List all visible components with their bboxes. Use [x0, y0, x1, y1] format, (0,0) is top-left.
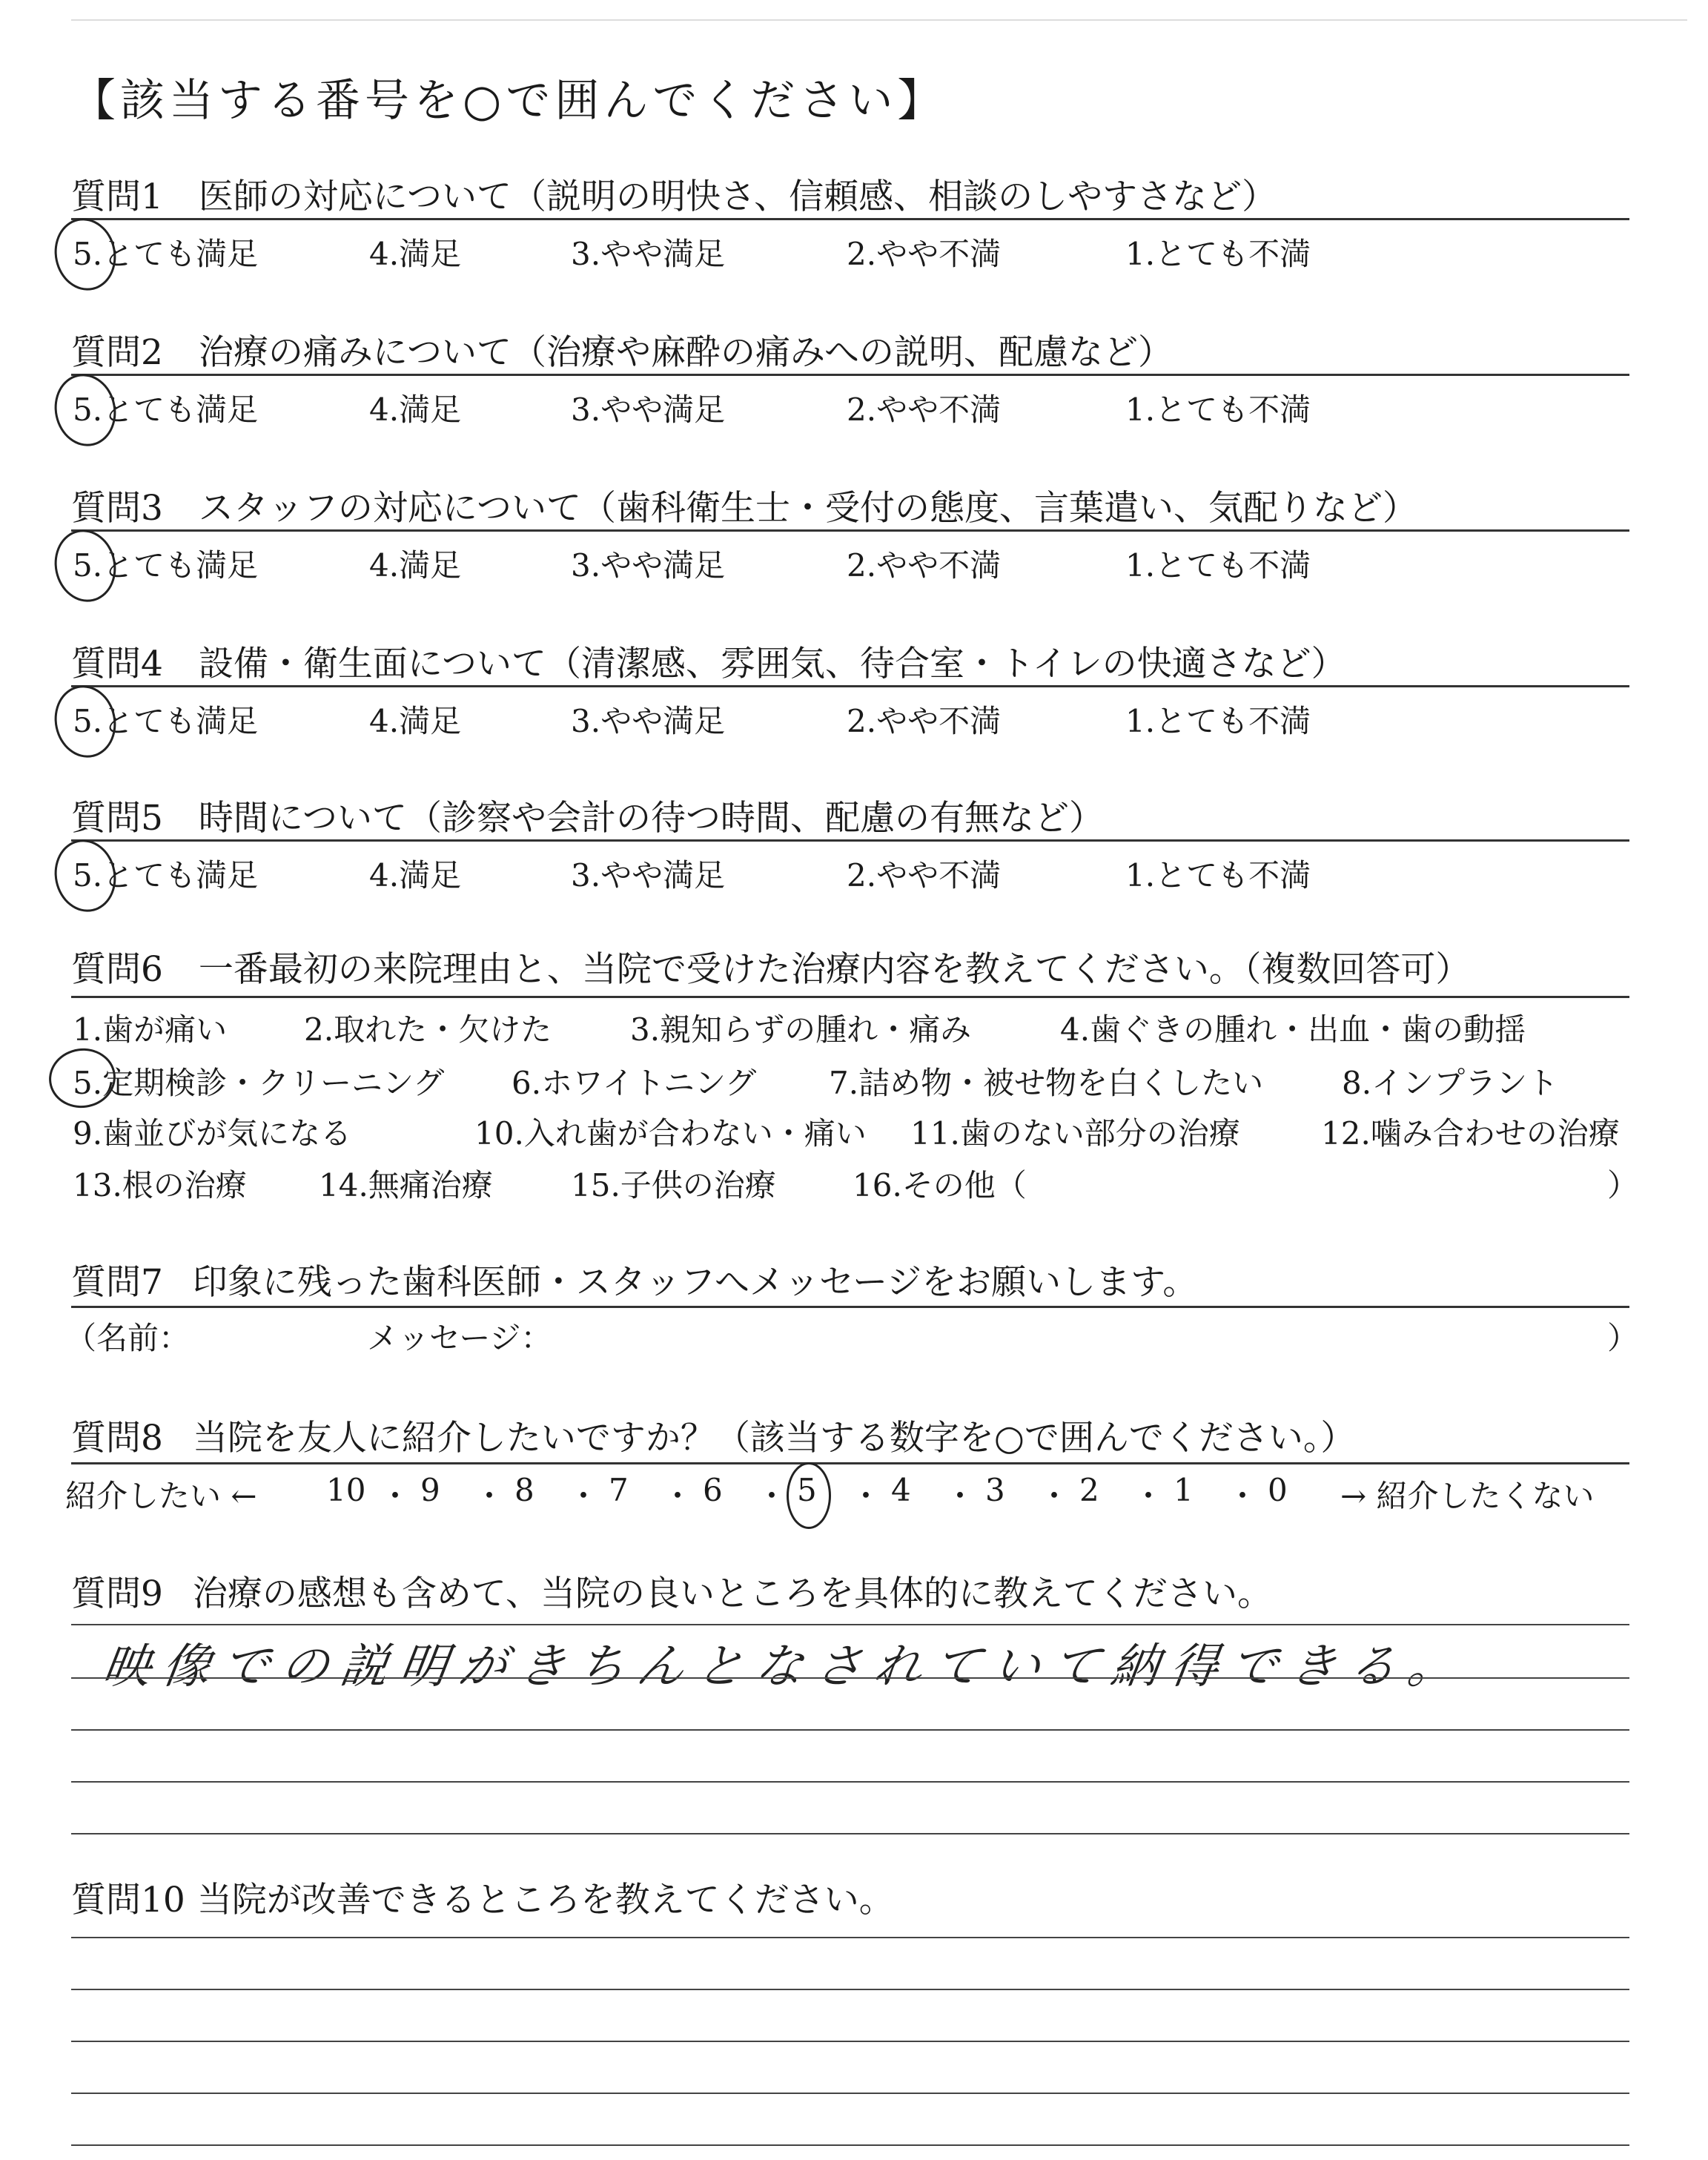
q3-heading: [71, 480, 1628, 530]
q6-option[interactable]: 16.その他（: [853, 1167, 1027, 1203]
q2-text: 治療の痛みについて（治療や麻酔の痛みへの説明、配慮など）: [198, 332, 1174, 373]
q2-option-1[interactable]: 1.とても不満: [1125, 392, 1311, 428]
q8-scale-6[interactable]: 6: [703, 1472, 723, 1508]
q2-option-4[interactable]: 4.満足: [369, 392, 462, 428]
q8-scale-3[interactable]: 3: [985, 1472, 1005, 1508]
q5-option-2[interactable]: 2.やや不満: [847, 857, 1002, 894]
q6-close-paren: ）: [1607, 1167, 1639, 1203]
q5-rule: [71, 839, 1629, 842]
q6-option[interactable]: 9.歯並びが気になる: [73, 1115, 352, 1152]
q8-scale-10[interactable]: 10: [326, 1472, 366, 1508]
q4-selected-circle: [48, 680, 123, 764]
q3-label: 質問3: [71, 488, 163, 529]
q9-text: 治療の感想も含めて、当院の良いところを具体的に教えてください。: [192, 1573, 1272, 1614]
q8-separator-dot: ・: [1133, 1478, 1165, 1514]
q7-rule: [71, 1306, 1629, 1308]
q4-label: 質問4: [71, 644, 163, 684]
q3-option-3[interactable]: 3.やや満足: [571, 547, 726, 584]
q10-label: 質問10: [71, 1880, 185, 1920]
q8-scale-1[interactable]: 1: [1174, 1472, 1194, 1508]
q2-option-3[interactable]: 3.やや満足: [571, 392, 726, 428]
q8-separator-dot: ・: [380, 1478, 411, 1514]
q1-option-5[interactable]: 5.とても満足: [73, 236, 259, 272]
q8-scale-5[interactable]: 5: [797, 1472, 817, 1508]
q6-text: 一番最初の来院理由と、当院で受けた治療内容を教えてください。（複数回答可）: [198, 949, 1471, 990]
q5-option-3[interactable]: 3.やや満足: [571, 857, 726, 894]
q6-option[interactable]: 5.定期検診・クリーニング: [73, 1065, 445, 1101]
q8-scale-4[interactable]: 4: [891, 1472, 911, 1508]
q9-line-5: [71, 1833, 1629, 1834]
q7-text: 印象に残った歯科医師・スタッフへメッセージをお願いします。: [192, 1262, 1198, 1303]
q8-separator-dot: ・: [756, 1478, 788, 1514]
q9-line-4: [71, 1781, 1629, 1783]
q5-label: 質問5: [71, 798, 163, 839]
q8-separator-dot: ・: [474, 1478, 506, 1514]
q10-line-1: [71, 1937, 1629, 1938]
q8-right-label: → 紹介したくない: [1340, 1478, 1595, 1514]
q4-rule: [71, 685, 1629, 687]
q1-label: 質問1: [71, 176, 163, 217]
q10-line-4: [71, 2093, 1629, 2094]
q5-option-4[interactable]: 4.満足: [369, 857, 462, 894]
q6-option[interactable]: 2.取れた・欠けた: [304, 1011, 552, 1048]
q6-option[interactable]: 4.歯ぐきの腫れ・出血・歯の動揺: [1060, 1011, 1526, 1048]
q2-label: 質問2: [71, 332, 163, 373]
top-edge-line: [71, 19, 1687, 21]
q6-option[interactable]: 1.歯が痛い: [73, 1011, 228, 1048]
q4-option-3[interactable]: 3.やや満足: [571, 703, 726, 739]
q1-text: 医師の対応について（説明の明快さ、信頼感、相談のしやすさなど）: [198, 176, 1277, 217]
q4-heading: [71, 636, 1628, 686]
q7-label: 質問7: [71, 1262, 163, 1303]
q3-option-5[interactable]: 5.とても満足: [73, 547, 259, 584]
q5-selected-circle: [48, 834, 123, 918]
q3-option-1[interactable]: 1.とても不満: [1125, 547, 1311, 584]
q10-line-2: [71, 1989, 1629, 1990]
q9-line-2: [71, 1677, 1629, 1679]
q2-selected-circle: [48, 369, 123, 452]
q5-option-1[interactable]: 1.とても不満: [1125, 857, 1311, 894]
q6-option[interactable]: 8.インプラント: [1342, 1065, 1559, 1101]
q7-message-label: メッセージ：: [367, 1320, 552, 1356]
q3-text: スタッフの対応について（歯科衛生士・受付の態度、言葉遣い、気配りなど）: [198, 488, 1417, 529]
q8-separator-dot: ・: [568, 1478, 600, 1514]
q7-close-paren: ）: [1607, 1320, 1639, 1356]
q8-heading: [71, 1410, 1628, 1460]
q2-option-5[interactable]: 5.とても満足: [73, 392, 259, 428]
q3-rule: [71, 529, 1629, 532]
q6-option[interactable]: 11.歯のない部分の治療: [910, 1115, 1240, 1152]
q6-option[interactable]: 6.ホワイトニング: [512, 1065, 757, 1101]
q8-left-label: 紹介したい ←: [65, 1478, 257, 1514]
q8-text: 当院を友人に紹介したいですか？（該当する数字を○で囲んでください。）: [192, 1418, 1356, 1459]
q4-option-4[interactable]: 4.満足: [369, 703, 462, 739]
q8-scale-2[interactable]: 2: [1079, 1472, 1099, 1508]
q6-option[interactable]: 7.詰め物・被せ物を白くしたい: [829, 1065, 1264, 1101]
q4-option-1[interactable]: 1.とても不満: [1125, 703, 1311, 739]
q5-heading: [71, 790, 1628, 840]
q6-heading: [71, 942, 1628, 991]
q1-option-3[interactable]: 3.やや満足: [571, 236, 726, 272]
q9-handwritten-answer: 映像での説明がきちんとなされていて納得できる。: [99, 1639, 1472, 1694]
q2-option-2[interactable]: 2.やや不満: [847, 392, 1002, 428]
q8-scale-0[interactable]: 0: [1268, 1472, 1288, 1508]
q7-name-label: （名前：: [65, 1320, 191, 1356]
q10-text: 当院が改善できるところを教えてください。: [196, 1880, 894, 1920]
q8-separator-dot: ・: [1227, 1478, 1259, 1514]
q8-label: 質問8: [71, 1418, 163, 1459]
q8-separator-dot: ・: [944, 1478, 976, 1514]
q1-heading: [71, 169, 1628, 219]
q5-text: 時間について（診察や会計の待つ時間、配慮の有無など）: [198, 798, 1104, 839]
q6-rule: [71, 996, 1629, 998]
q8-scale-7[interactable]: 7: [609, 1472, 629, 1508]
q1-option-4[interactable]: 4.満足: [369, 236, 462, 272]
q9-label: 質問9: [71, 1573, 163, 1614]
q8-separator-dot: ・: [1039, 1478, 1070, 1514]
q1-option-1[interactable]: 1.とても不満: [1125, 236, 1311, 272]
q9-line-1: [71, 1624, 1629, 1625]
q8-scale-8[interactable]: 8: [514, 1472, 534, 1508]
q5-option-5[interactable]: 5.とても満足: [73, 857, 259, 894]
q3-selected-circle: [48, 524, 123, 608]
q3-option-2[interactable]: 2.やや不満: [847, 547, 1002, 584]
q6-option[interactable]: 13.根の治療: [73, 1167, 247, 1203]
q8-rule: [71, 1462, 1629, 1464]
q8-separator-dot: ・: [850, 1478, 882, 1514]
q1-selected-circle: [48, 213, 123, 297]
q4-option-2[interactable]: 2.やや不満: [847, 703, 1002, 739]
q3-option-4[interactable]: 4.満足: [369, 547, 462, 584]
q10-line-3: [71, 2041, 1629, 2042]
q4-text: 設備・衛生面について（清潔感、雰囲気、待合室・トイレの快適さなど）: [198, 644, 1346, 684]
q8-selected-circle: [787, 1462, 831, 1529]
q1-option-2[interactable]: 2.やや不満: [847, 236, 1002, 272]
q10-heading: [71, 1872, 1628, 1922]
q10-line-5: [71, 2144, 1629, 2146]
q8-scale-9[interactable]: 9: [420, 1472, 440, 1508]
q9-line-3: [71, 1729, 1629, 1731]
q7-heading: [71, 1255, 1628, 1304]
q4-option-5[interactable]: 5.とても満足: [73, 703, 259, 739]
q8-separator-dot: ・: [662, 1478, 694, 1514]
page-title: 【該当する番号を○で囲んでください】: [71, 75, 947, 127]
q6-option[interactable]: 10.入れ歯が合わない・痛い: [474, 1115, 867, 1152]
q2-heading: [71, 325, 1628, 374]
q2-rule: [71, 374, 1629, 376]
q6-option[interactable]: 15.子供の治療: [571, 1167, 776, 1203]
q6-option[interactable]: 3.親知らずの腫れ・痛み: [630, 1011, 972, 1048]
q6-option[interactable]: 14.無痛治療: [319, 1167, 493, 1203]
q1-rule: [71, 218, 1629, 220]
q6-option[interactable]: 12.噛み合わせの治療: [1321, 1115, 1620, 1152]
q9-heading: [71, 1566, 1628, 1616]
q6-label: 質問6: [71, 949, 163, 990]
